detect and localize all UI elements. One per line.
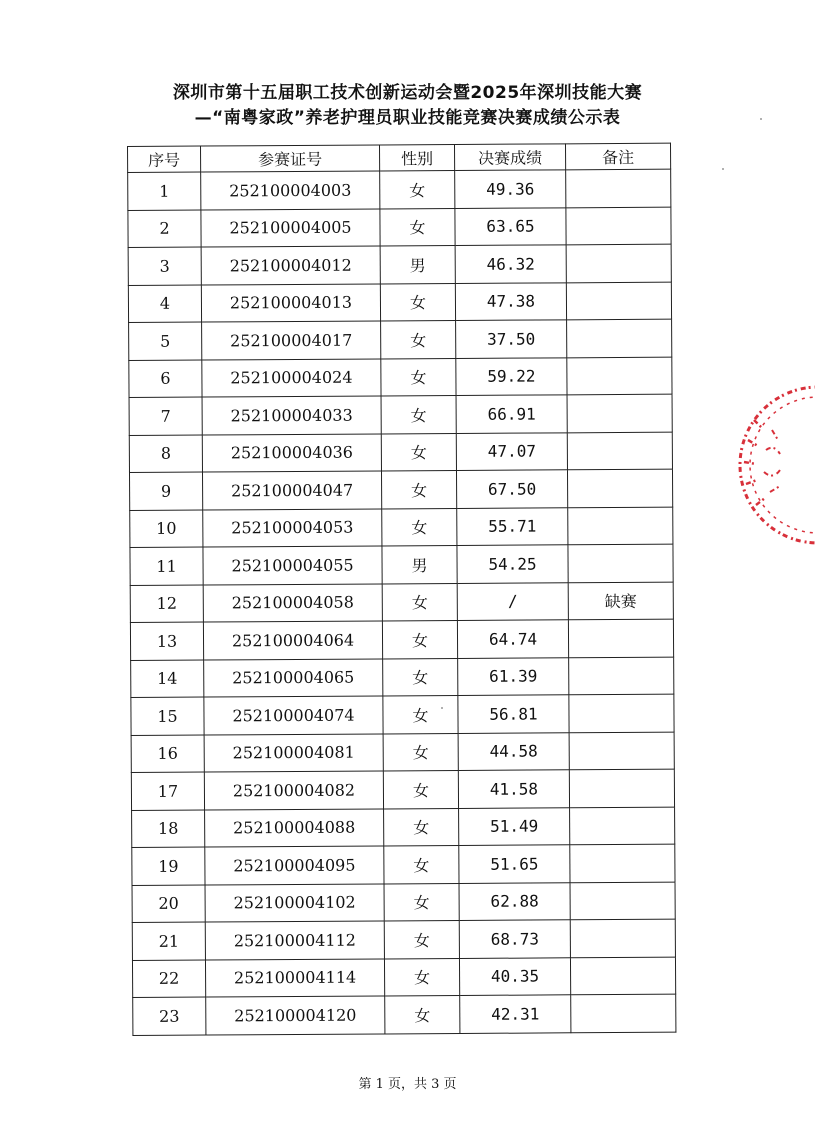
cell-note — [566, 207, 671, 245]
cell-no: 22 — [132, 960, 205, 998]
table-body — [128, 169, 676, 1035]
cell-id: 252100004074 — [204, 696, 383, 735]
cell-note — [570, 882, 675, 920]
cell-note — [568, 544, 673, 582]
cell-note — [570, 844, 675, 882]
cell-note — [568, 619, 673, 657]
cell-note — [570, 957, 675, 995]
table-row — [129, 319, 672, 360]
cell-id: 252100004088 — [205, 808, 384, 847]
cell-no: 10 — [130, 510, 203, 548]
cell-id: 252100004047 — [202, 471, 381, 510]
table-row — [132, 844, 675, 885]
cell-score: 56.81 — [458, 695, 569, 733]
cell-sex: 男 — [380, 245, 455, 283]
cell-id: 252100004036 — [202, 433, 381, 472]
cell-score: 51.65 — [459, 845, 570, 883]
cell-id: 252100004102 — [205, 883, 384, 922]
header-no: 序号 — [128, 146, 201, 172]
cell-score: 41.58 — [458, 770, 569, 808]
cell-note — [566, 169, 671, 207]
table-row — [128, 207, 671, 248]
cell-no: 15 — [131, 697, 204, 735]
cell-note — [568, 507, 673, 545]
cell-no: 18 — [132, 810, 205, 848]
cell-sex: 女 — [385, 995, 460, 1033]
cell-id: 252100004064 — [203, 621, 382, 660]
scan-speck — [760, 118, 762, 120]
cell-sex: 女 — [382, 583, 457, 621]
document-title-line2: —“南粤家政”养老护理员职业技能竞赛决赛成绩公示表 — [194, 108, 621, 128]
cell-no: 8 — [129, 435, 202, 473]
cell-no: 13 — [130, 622, 203, 660]
cell-sex: 女 — [380, 208, 455, 246]
table-row — [129, 432, 672, 473]
cell-note — [571, 994, 676, 1032]
official-seal — [726, 380, 815, 550]
cell-note — [569, 732, 674, 770]
cell-score: 61.39 — [458, 657, 569, 695]
cell-sex: 女 — [383, 695, 458, 733]
cell-note — [567, 319, 672, 357]
cell-score: 59.22 — [456, 357, 567, 395]
cell-id: 252100004095 — [205, 846, 384, 885]
cell-no: 23 — [133, 997, 206, 1035]
header-sex: 性别 — [379, 144, 454, 170]
cell-id: 252100004120 — [206, 996, 385, 1035]
cell-score: 63.65 — [455, 207, 566, 245]
table-row — [129, 469, 672, 510]
cell-no: 5 — [129, 322, 202, 360]
cell-id: 252100004114 — [205, 958, 384, 997]
header-note: 备注 — [565, 143, 670, 170]
cell-score: 64.74 — [457, 620, 568, 658]
table-row — [129, 394, 672, 435]
cell-score: 54.25 — [457, 545, 568, 583]
results-table — [127, 143, 676, 1036]
table-row — [132, 882, 675, 923]
document-title-line1: 深圳市第十五届职工技术创新运动会暨2025年深圳技能大赛 — [172, 83, 643, 103]
table-header-row — [128, 143, 671, 172]
cell-no: 2 — [128, 210, 201, 248]
cell-note — [567, 469, 672, 507]
cell-id: 252100004013 — [201, 283, 380, 322]
cell-note — [570, 919, 675, 957]
table-row — [130, 507, 673, 548]
cell-no: 14 — [131, 660, 204, 698]
cell-sex: 女 — [384, 920, 459, 958]
cell-score: 46.32 — [455, 245, 566, 283]
cell-no: 4 — [128, 285, 201, 323]
cell-sex: 女 — [380, 283, 455, 321]
cell-no: 16 — [131, 735, 204, 773]
table-row — [131, 769, 674, 810]
cell-sex: 女 — [384, 883, 459, 921]
cell-sex: 女 — [382, 508, 457, 546]
cell-score: 62.88 — [459, 882, 570, 920]
cell-no: 7 — [129, 397, 202, 435]
table-row — [132, 807, 675, 848]
cell-sex: 女 — [384, 845, 459, 883]
cell-sex: 女 — [384, 958, 459, 996]
cell-score: 66.91 — [456, 395, 567, 433]
cell-sex: 女 — [383, 658, 458, 696]
cell-sex: 女 — [381, 433, 456, 471]
table-row — [132, 957, 675, 998]
table-row — [132, 919, 675, 960]
cell-note — [567, 394, 672, 432]
cell-id: 252100004065 — [204, 658, 383, 697]
cell-id: 252100004112 — [205, 921, 384, 960]
table-row — [131, 732, 674, 773]
cell-score: 47.07 — [456, 432, 567, 470]
cell-id: 252100004053 — [203, 508, 382, 547]
page-footer: 第 1 页，共 3 页 — [358, 1077, 457, 1092]
table-row — [133, 994, 676, 1035]
cell-no: 12 — [130, 585, 203, 623]
cell-score: / — [457, 582, 568, 620]
cell-sex: 女 — [381, 320, 456, 358]
cell-note — [570, 807, 675, 845]
table-row — [131, 657, 674, 698]
cell-note: 缺赛 — [568, 582, 673, 620]
cell-id: 252100004055 — [203, 546, 382, 585]
cell-sex: 女 — [381, 470, 456, 508]
cell-note — [567, 357, 672, 395]
cell-no: 3 — [128, 247, 201, 285]
cell-id: 252100004005 — [201, 208, 380, 247]
header-id: 参赛证号 — [201, 145, 380, 172]
table-row — [129, 357, 672, 398]
cell-sex: 女 — [383, 733, 458, 771]
cell-id: 252100004012 — [201, 246, 380, 285]
table-row — [130, 544, 673, 585]
scan-speck — [722, 168, 724, 170]
cell-id: 252100004082 — [204, 771, 383, 810]
cell-id: 252100004017 — [202, 321, 381, 360]
cell-score: 67.50 — [456, 470, 567, 508]
cell-score: 49.36 — [455, 170, 566, 208]
cell-no: 9 — [129, 472, 202, 510]
cell-no: 11 — [130, 547, 203, 585]
cell-no: 20 — [132, 885, 205, 923]
table-row — [128, 282, 671, 323]
table-row — [130, 582, 673, 623]
cell-no: 1 — [128, 172, 201, 210]
cell-id: 252100004033 — [202, 396, 381, 435]
scan-speck — [441, 707, 443, 709]
cell-sex: 女 — [381, 358, 456, 396]
cell-id: 252100004058 — [203, 583, 382, 622]
cell-sex: 女 — [381, 395, 456, 433]
cell-note — [567, 432, 672, 470]
table-row — [130, 619, 673, 660]
cell-sex: 男 — [382, 545, 457, 583]
cell-sex: 女 — [382, 620, 457, 658]
cell-id: 252100004081 — [204, 733, 383, 772]
table-row — [128, 169, 671, 210]
cell-id: 252100004003 — [201, 171, 380, 210]
cell-score: 55.71 — [457, 507, 568, 545]
cell-score: 37.50 — [456, 320, 567, 358]
cell-score: 42.31 — [460, 995, 571, 1033]
cell-no: 21 — [132, 922, 205, 960]
cell-note — [569, 694, 674, 732]
cell-score: 40.35 — [459, 957, 570, 995]
cell-score: 68.73 — [459, 920, 570, 958]
cell-score: 51.49 — [459, 807, 570, 845]
cell-id: 252100004024 — [202, 358, 381, 397]
header-score: 决赛成绩 — [454, 144, 565, 171]
cell-note — [569, 657, 674, 695]
cell-no: 17 — [131, 772, 204, 810]
cell-no: 19 — [132, 847, 205, 885]
cell-sex: 女 — [380, 170, 455, 208]
cell-sex: 女 — [383, 770, 458, 808]
table-row — [128, 244, 671, 285]
cell-sex: 女 — [384, 808, 459, 846]
cell-note — [566, 282, 671, 320]
cell-score: 44.58 — [458, 732, 569, 770]
cell-note — [566, 244, 671, 282]
cell-no: 6 — [129, 360, 202, 398]
table-row — [131, 694, 674, 735]
cell-score: 47.38 — [455, 282, 566, 320]
cell-note — [569, 769, 674, 807]
